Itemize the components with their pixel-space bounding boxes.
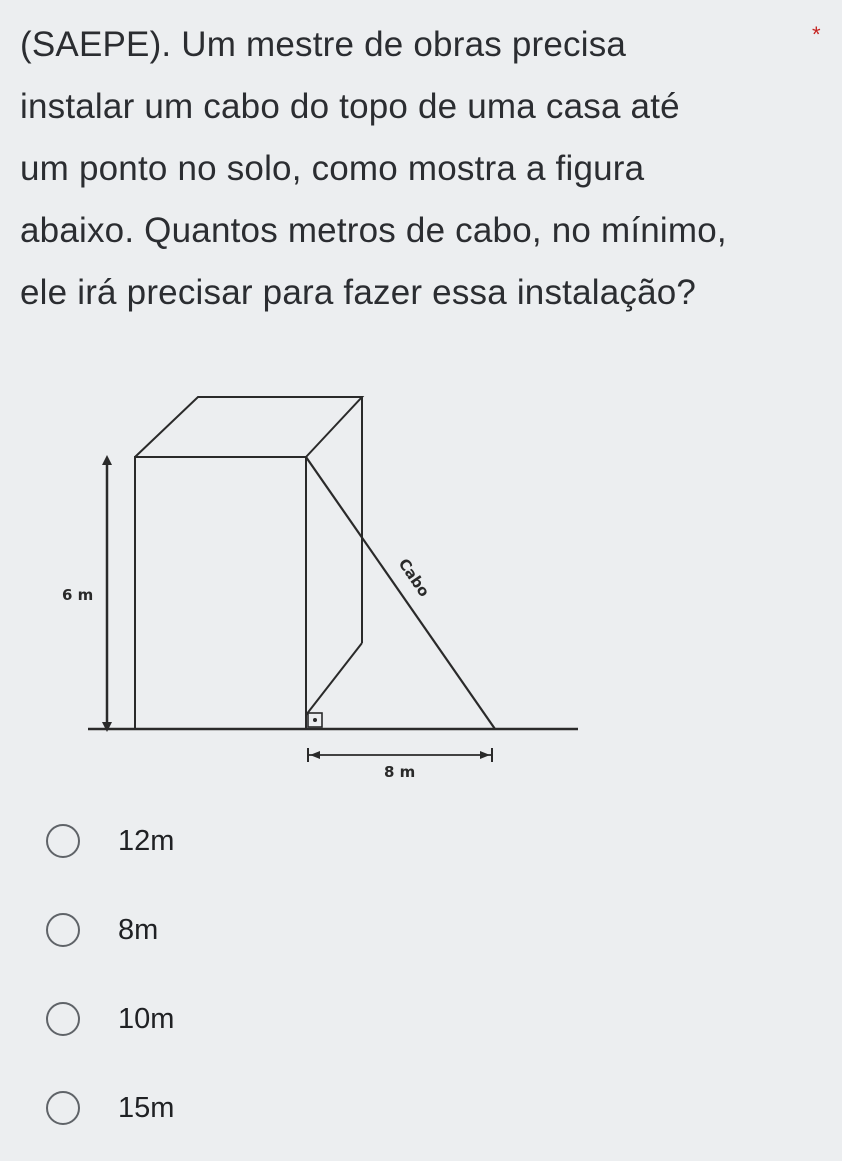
question-line: instalar um cabo do topo de uma casa até bbox=[20, 87, 680, 126]
option-12m[interactable] bbox=[46, 816, 346, 866]
right-angle-dot bbox=[313, 718, 317, 722]
option-8m[interactable] bbox=[46, 905, 346, 955]
house-side-bottom-edge bbox=[306, 643, 362, 715]
cable-line bbox=[306, 457, 495, 729]
cable-label: Cabo bbox=[394, 555, 434, 601]
question-line: um ponto no solo, como mostra a figura bbox=[20, 149, 645, 188]
height-arrow-top bbox=[102, 455, 112, 465]
height-arrow-bottom bbox=[102, 722, 112, 732]
option-label: 15m bbox=[118, 1091, 175, 1124]
question-line: (SAEPE). Um mestre de obras precisa bbox=[20, 25, 627, 64]
house-front-face bbox=[135, 457, 306, 729]
base-arrow-left bbox=[310, 751, 320, 759]
base-arrow-right bbox=[480, 751, 490, 759]
option-10m[interactable] bbox=[46, 994, 346, 1044]
house-cable-figure bbox=[60, 385, 600, 800]
radio-button[interactable] bbox=[46, 824, 80, 858]
question-line: ele irá precisar para fazer essa instalação? bbox=[20, 273, 697, 312]
radio-button[interactable] bbox=[46, 1002, 80, 1036]
base-label: 8 m bbox=[384, 763, 416, 781]
option-label: 12m bbox=[118, 824, 175, 857]
question-line: abaixo. Quantos metros de cabo, no mínimo, bbox=[20, 211, 727, 250]
option-label: 8m bbox=[118, 913, 159, 946]
option-15m[interactable] bbox=[46, 1083, 346, 1133]
figure-svg bbox=[60, 385, 600, 795]
height-label: 6 m bbox=[62, 586, 94, 604]
option-label: 10m bbox=[118, 1002, 175, 1035]
radio-button[interactable] bbox=[46, 913, 80, 947]
radio-button[interactable] bbox=[46, 1091, 80, 1125]
required-marker: * bbox=[812, 22, 821, 47]
house-top-face bbox=[135, 397, 362, 457]
question-text bbox=[20, 14, 800, 324]
